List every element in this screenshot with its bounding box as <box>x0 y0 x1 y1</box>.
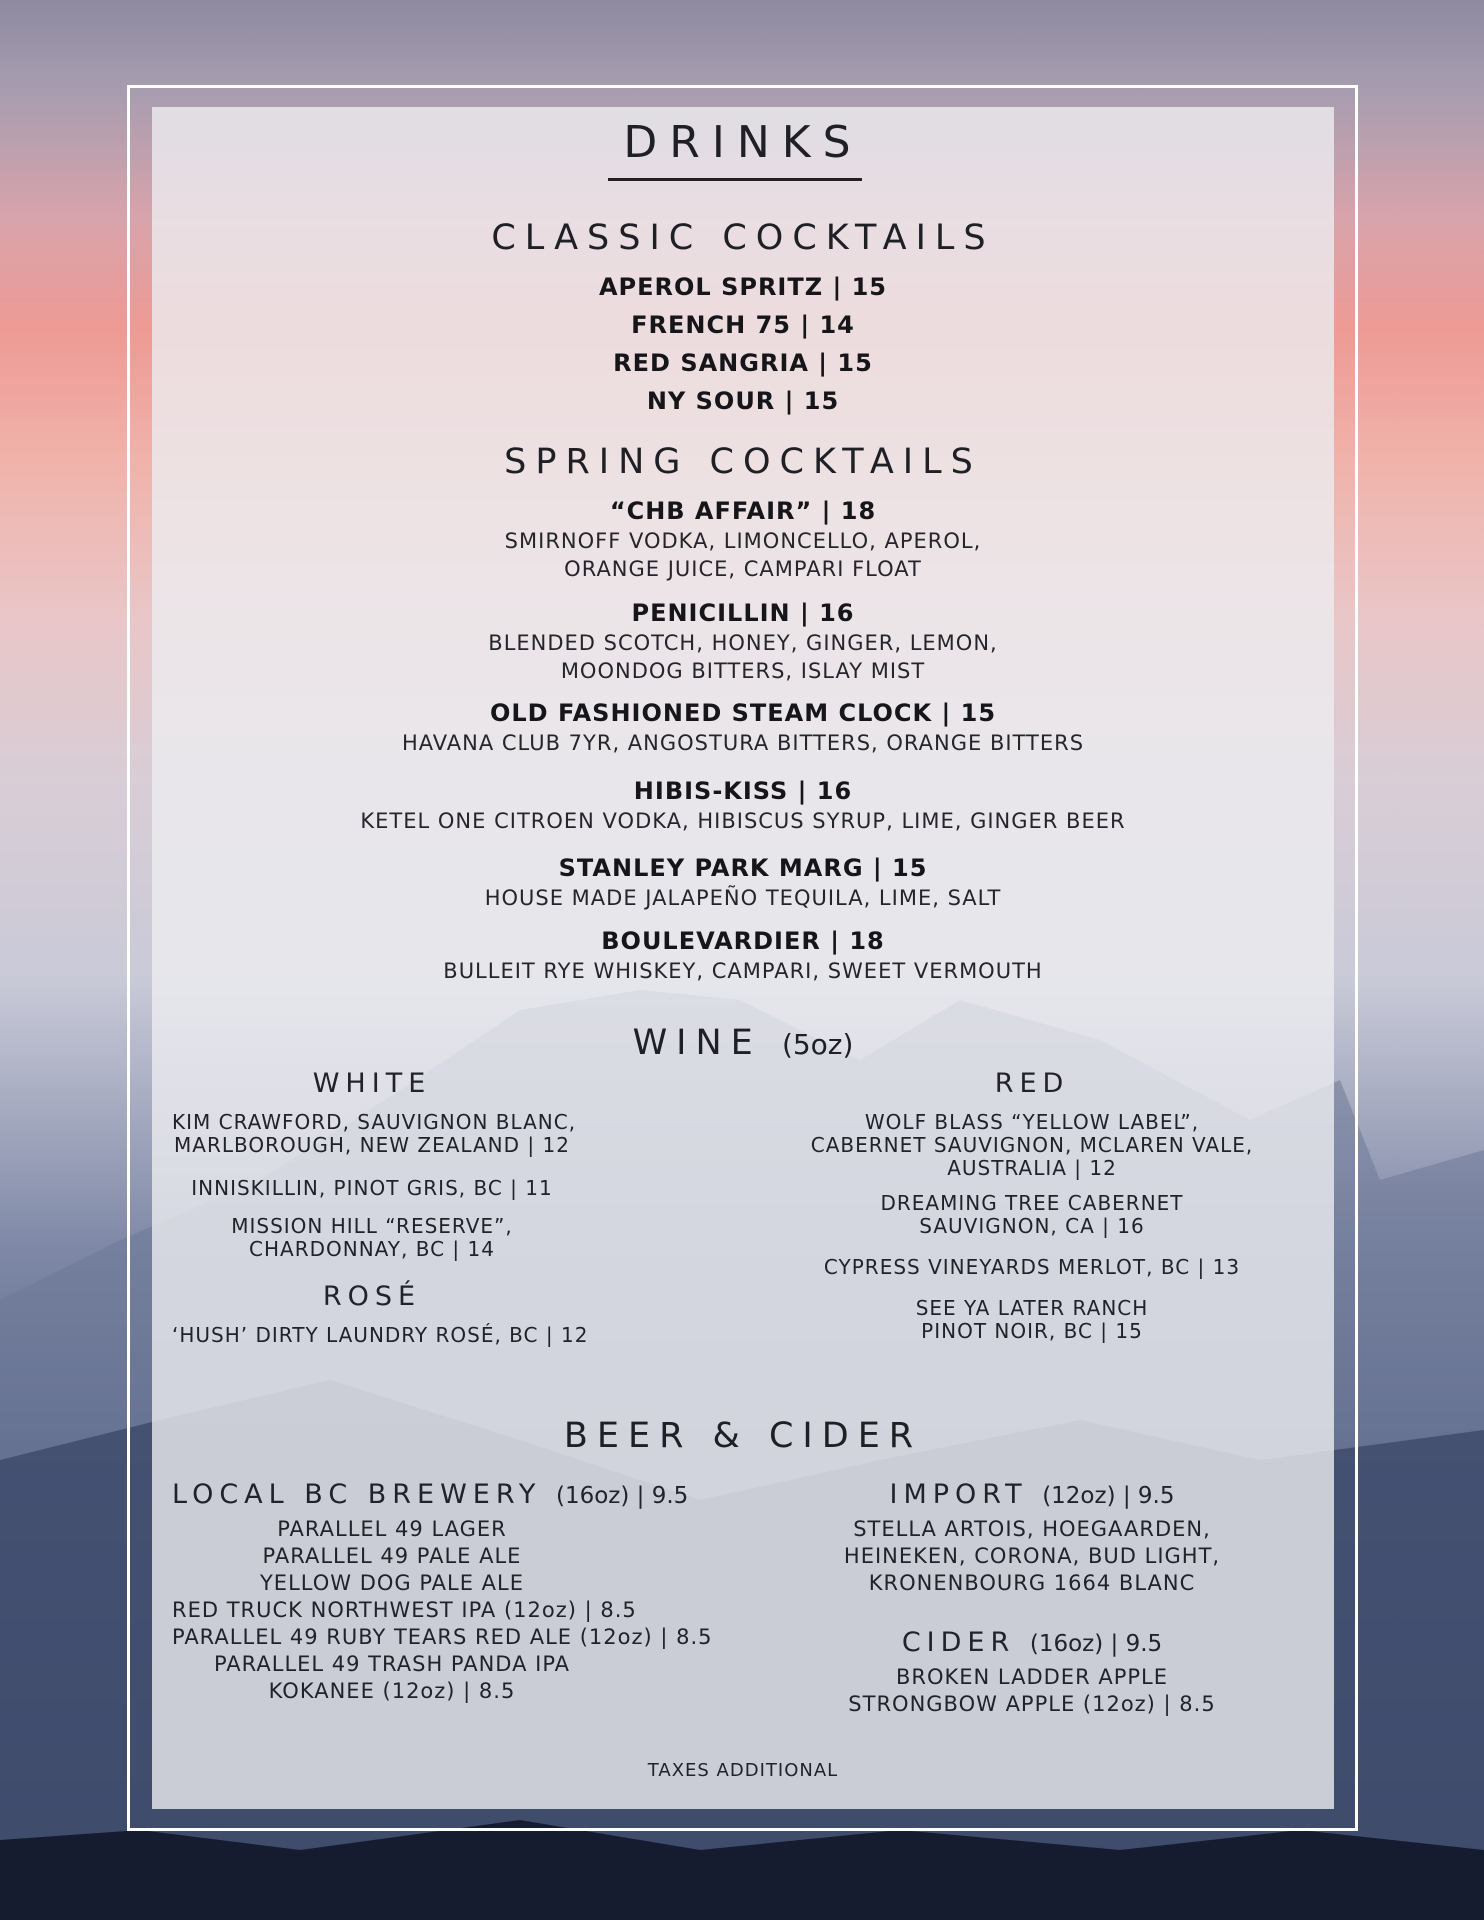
wine-item: CYPRESS VINEYARDS MERLOT, BC | 13 <box>823 1255 1241 1279</box>
beer-item: PARALLEL 49 RUBY TEARS RED ALE (12oz) | 8.5 <box>172 1625 713 1649</box>
import-beer-column <box>792 1479 1272 1718</box>
wine-heading-label: WINE <box>632 1023 762 1063</box>
local-brewery-size: (16oz) | 9.5 <box>555 1483 689 1509</box>
menu-item-name: STANLEY PARK MARG | 15 <box>558 854 928 882</box>
import-list <box>792 1516 1272 1597</box>
wine-item: WOLF BLASS “YELLOW LABEL”, CABERNET SAUVIGNON, MCLAREN VALE, AUSTRALIA | 12 <box>810 1110 1254 1180</box>
beer-item: STELLA ARTOIS, HOEGAARDEN, <box>853 1517 1211 1541</box>
white-wine-heading: WHITE <box>312 1068 432 1099</box>
local-brewery-heading: LOCAL BC BREWERY <box>172 1479 542 1510</box>
wine-item: DREAMING TREE CABERNET SAUVIGNON, CA | 16 <box>880 1191 1184 1238</box>
menu-item-name: PENICILLIN | 16 <box>631 599 855 627</box>
red-wine-column <box>792 1068 1272 1343</box>
menu-item: RED SANGRIA | 15 <box>613 349 873 377</box>
cider-list <box>792 1664 1272 1718</box>
beer-item: RED TRUCK NORTHWEST IPA (12oz) | 8.5 <box>172 1598 637 1622</box>
menu-item-desc: KETEL ONE CITROEN VODKA, HIBISCUS SYRUP, LIME, GINGER BEER <box>360 809 1126 833</box>
cider-size: (16oz) | 9.5 <box>1029 1631 1163 1657</box>
beer-item: PARALLEL 49 LAGER <box>277 1517 507 1541</box>
menu-item-desc: BULLEIT RYE WHISKEY, CAMPARI, SWEET VERMOUTH <box>443 959 1043 983</box>
import-heading: IMPORT <box>889 1479 1028 1510</box>
wine-size: (5oz) <box>781 1028 854 1061</box>
menu-item-desc: HAVANA CLUB 7YR, ANGOSTURA BITTERS, ORANGE BITTERS <box>401 731 1085 755</box>
cider-item: BROKEN LADDER APPLE <box>895 1665 1169 1689</box>
menu-item: APEROL SPRITZ | 15 <box>598 273 888 301</box>
wine-item: ‘HUSH’ DIRTY LAUNDRY ROSÉ, BC | 12 <box>172 1323 589 1347</box>
beer-item: KRONENBOURG 1664 BLANC <box>868 1571 1196 1595</box>
wine-item: MISSION HILL “RESERVE”, CHARDONNAY, BC | 14 <box>231 1214 513 1261</box>
menu-item: FRENCH 75 | 14 <box>631 311 855 339</box>
white-wine-column <box>172 1068 589 1347</box>
menu-item-desc: ORANGE JUICE, CAMPARI FLOAT <box>564 557 922 581</box>
local-beer-column <box>172 1479 713 1705</box>
wine-item: INNISKILLIN, PINOT GRIS, BC | 11 <box>191 1176 553 1200</box>
beer-item: PARALLEL 49 PALE ALE <box>262 1544 522 1568</box>
rose-wine-heading: ROSÉ <box>322 1281 422 1312</box>
menu-item-desc: MOONDOG BITTERS, ISLAY MIST <box>560 659 926 683</box>
beer-item: PARALLEL 49 TRASH PANDA IPA <box>213 1652 571 1676</box>
beer-list <box>172 1516 713 1705</box>
beer-item: HEINEKEN, CORONA, BUD LIGHT, <box>843 1544 1221 1568</box>
menu-item-desc: SMIRNOFF VODKA, LIMONCELLO, APEROL, <box>504 529 982 553</box>
menu-item-name: OLD FASHIONED STEAM CLOCK | 15 <box>489 699 997 727</box>
menu-item-desc: BLENDED SCOTCH, HONEY, GINGER, LEMON, <box>488 631 998 655</box>
taxes-note: TAXES ADDITIONAL <box>647 1760 839 1781</box>
menu-item: NY SOUR | 15 <box>646 387 840 415</box>
beer-item: YELLOW DOG PALE ALE <box>259 1571 525 1595</box>
menu-item-name: “CHB AFFAIR” | 18 <box>609 497 877 525</box>
title-underline <box>608 178 862 181</box>
wine-item: SEE YA LATER RANCH PINOT NOIR, BC | 15 <box>915 1296 1149 1343</box>
cider-heading: CIDER <box>901 1627 1016 1658</box>
cider-item: STRONGBOW APPLE (12oz) | 8.5 <box>848 1692 1216 1716</box>
menu-item-name: HIBIS-KISS | 16 <box>633 777 853 805</box>
beer-item: KOKANEE (12oz) | 8.5 <box>268 1679 516 1703</box>
spring-cocktails-heading: SPRING COCKTAILS <box>504 442 982 482</box>
wine-item: KIM CRAWFORD, SAUVIGNON BLANC, MARLBOROUGH, NEW ZEALAND | 12 <box>172 1110 577 1157</box>
menu-panel <box>152 107 1334 1809</box>
wine-heading <box>152 1023 1334 1063</box>
red-wine-heading: RED <box>994 1068 1070 1099</box>
beer-cider-heading: BEER & CIDER <box>563 1416 923 1456</box>
menu-item-desc: HOUSE MADE JALAPEÑO TEQUILA, LIME, SALT <box>484 886 1002 910</box>
classic-cocktails-heading: CLASSIC COCKTAILS <box>491 218 995 258</box>
menu-item-name: BOULEVARDIER | 18 <box>601 927 885 955</box>
menu-title: DRINKS <box>623 117 863 168</box>
import-size: (12oz) | 9.5 <box>1042 1483 1175 1509</box>
